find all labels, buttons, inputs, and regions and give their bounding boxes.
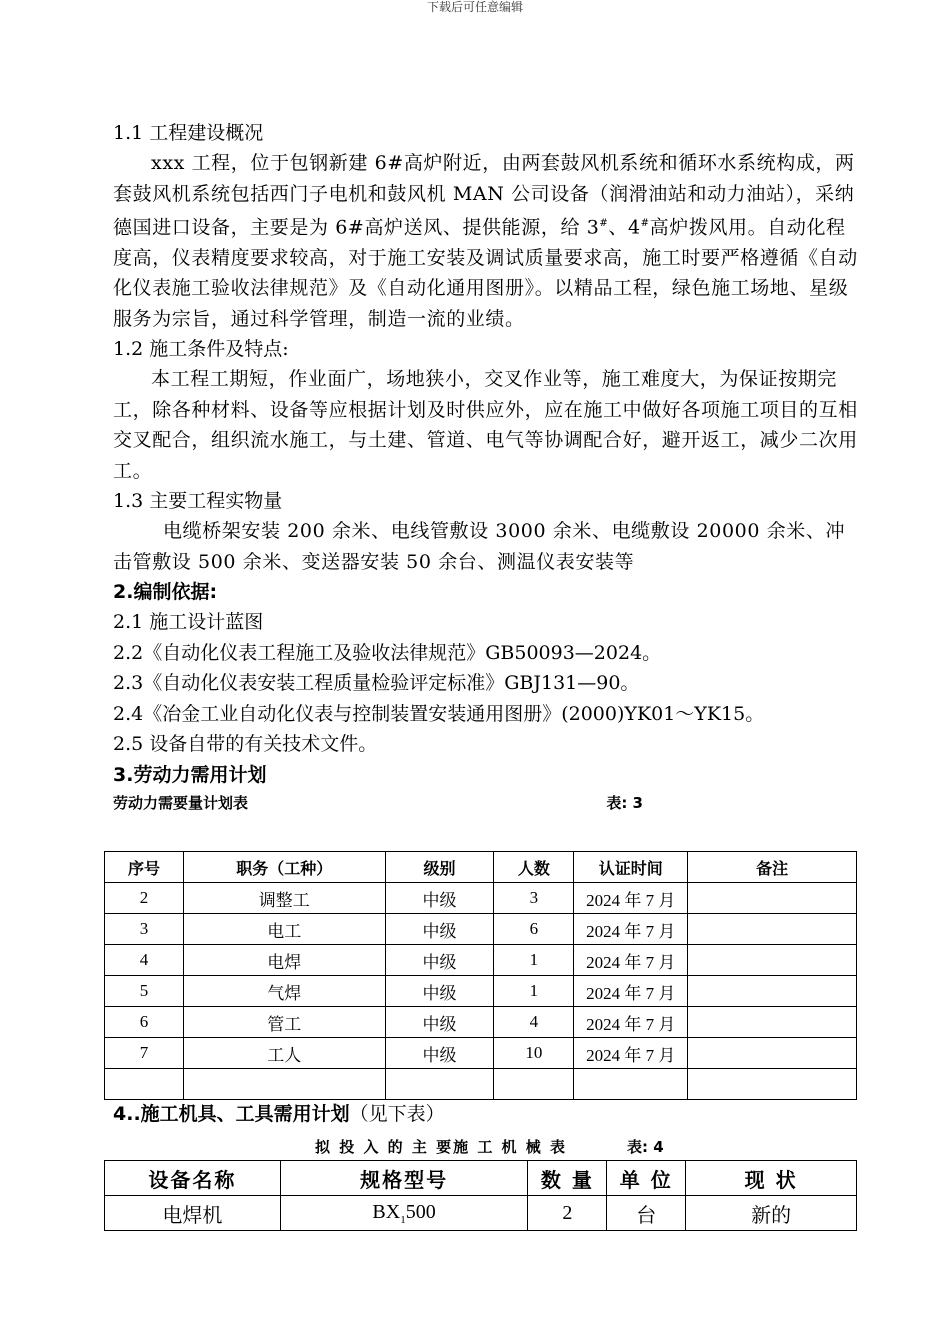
machine-table [104, 1160, 857, 1231]
table-cell: 3 [494, 883, 574, 914]
table-cell [688, 1038, 857, 1069]
header-cell: 规格型号 [280, 1161, 528, 1196]
table-cell: 7 [105, 1038, 184, 1069]
table-cell: $BX_1500$ [280, 1196, 528, 1231]
table-cell: 2024 年 7 月 [574, 914, 688, 945]
table-cell: 台 [607, 1196, 686, 1231]
header-cell: 设备名称 [105, 1161, 281, 1196]
table-cell: 中级 [385, 914, 494, 945]
header-cell: 人数 [494, 852, 574, 883]
labor-table-header [105, 852, 857, 883]
table-cell: 中级 [385, 976, 494, 1007]
table-cell: 中级 [385, 883, 494, 914]
table-cell: 1 [494, 945, 574, 976]
header-cell: 数 量 [528, 1161, 607, 1196]
header-cell: 级别 [385, 852, 494, 883]
header-cell: 序号 [105, 852, 184, 883]
header-cell: 职务（工种） [183, 852, 385, 883]
basis-item: 2.2《自动化仪表工程施工及验收法律规范》GB50093—2024。 [113, 641, 662, 664]
labor-table-caption [113, 792, 643, 814]
section-4-title: 4..施工机具、工具需用计划（见下表） [113, 1103, 445, 1125]
labor-table [104, 851, 857, 1100]
table-cell: 5 [105, 976, 184, 1007]
basis-item: 2.5 设备自带的有关技术文件。 [113, 733, 378, 756]
table-row [105, 1069, 857, 1100]
basis-item: 2.4《冶金工业自动化仪表与控制装置安装通用图册》(2000)YK01～YK15。 [113, 702, 765, 725]
table-cell [494, 1069, 574, 1100]
table-cell: 4 [105, 945, 184, 976]
header-cell: 单 位 [607, 1161, 686, 1196]
table-cell: 1 [494, 976, 574, 1007]
table-cell: 气焊 [183, 976, 385, 1007]
table-cell: 新的 [686, 1196, 857, 1231]
table-cell [688, 945, 857, 976]
table-cell [688, 883, 857, 914]
table-cell: 电焊 [183, 945, 385, 976]
table-cell: 2024 年 7 月 [574, 1007, 688, 1038]
table-row [105, 914, 857, 945]
section-1-2-title: 1.2 施工条件及特点: [113, 338, 289, 361]
table-cell: 电工 [183, 914, 385, 945]
table-cell: 2024 年 7 月 [574, 883, 688, 914]
table-cell: 3 [105, 914, 184, 945]
table-cell: 电焊机 [105, 1196, 281, 1231]
table-cell: 2024 年 7 月 [574, 976, 688, 1007]
section-1-1-title: 1.1 工程建设概况 [113, 122, 264, 144]
table-cell: 4 [494, 1007, 574, 1038]
table-cell: 中级 [385, 945, 494, 976]
table-cell: 2024 年 7 月 [574, 945, 688, 976]
table-row [105, 883, 857, 914]
section-1-3-title: 1.3 主要工程实物量 [113, 490, 283, 513]
table-cell: 中级 [385, 1038, 494, 1069]
table-row [105, 976, 857, 1007]
machine-table-caption: 拟 投 入 的 主 要施 工 机 械 表 表: 4 [315, 1138, 664, 1156]
table-cell: 调整工 [183, 883, 385, 914]
table-cell: 2 [105, 883, 184, 914]
table-row [105, 1196, 857, 1231]
table-cell [183, 1069, 385, 1100]
section-1-2-paragraph: 本工程工期短，作业面广，场地狭小，交叉作业等，施工难度大，为保证按期完工，除各种材料、设备等应根据计划及时供应外，应在施工中做好各项施工项目的互相交叉配合，组织流水施工，与土建、管道、电气等协调配合好，避开返工，减少二次用工。 [113, 368, 858, 482]
labor-table-caption-left: 劳动力需要量计划表 [113, 793, 249, 812]
table-cell: 中级 [385, 1007, 494, 1038]
header-cell: 备注 [688, 852, 857, 883]
section-1-3-paragraph: 电缆桥架安装 200 余米、电线管敷设 3000 余米、电缆敷设 20000 余米、冲击管敷设 500 余米、变送器安装 50 余台、测温仪表安装等 [113, 520, 846, 573]
table-row [105, 1038, 857, 1069]
document-body [113, 118, 863, 814]
table-cell [688, 1069, 857, 1100]
basis-item: 2.3《自动化仪表安装工程质量检验评定标准》GBJ131—90。 [113, 672, 640, 695]
header-cell: 认证时间 [574, 852, 688, 883]
table-cell [688, 914, 857, 945]
table-row [105, 945, 857, 976]
table-cell [574, 1069, 688, 1100]
machine-table-header [105, 1161, 857, 1196]
table-cell [385, 1069, 494, 1100]
section-2-title: 2.编制依据: [113, 581, 218, 604]
table-cell: 2024 年 7 月 [574, 1038, 688, 1069]
labor-table-caption-right: 表: 3 [606, 793, 643, 812]
table-cell: 6 [105, 1007, 184, 1038]
table-cell: 管工 [183, 1007, 385, 1038]
table-cell [688, 976, 857, 1007]
section-1-1-paragraph: xxx 工程，位于包钢新建 6#高炉附近，由两套鼓风机系统和循环水系统构成，两套鼓风机系统包括西门子电机和鼓风机 MAN 公司设备（润滑油站和动力油站），采纳德国进口设备，主要是为 6#高炉送风、提供能源，给 3#、4#高炉拨风用。自动化程度高，仪表精度要求较高，对于施工安装及调试质量要求高，施工时要严格遵循《自动化仪表施工验收法律规范》及《自动化通用图册》。以精品工程，绿色施工场地、星级服务为宗旨，通过科学管理，制造一流的业绩。 [113, 152, 858, 330]
table-cell: 工人 [183, 1038, 385, 1069]
basis-item: 2.1 施工设计蓝图 [113, 611, 264, 634]
table-cell: 6 [494, 914, 574, 945]
header-note: 下载后可任意编辑 [426, 0, 523, 14]
header-cell: 现 状 [686, 1161, 857, 1196]
table-cell [105, 1069, 184, 1100]
table-row [105, 1007, 857, 1038]
table-cell: 10 [494, 1038, 574, 1069]
section-3-title: 3.劳动力需用计划 [113, 763, 267, 786]
table-cell [688, 1007, 857, 1038]
table-cell: 2 [528, 1196, 607, 1231]
